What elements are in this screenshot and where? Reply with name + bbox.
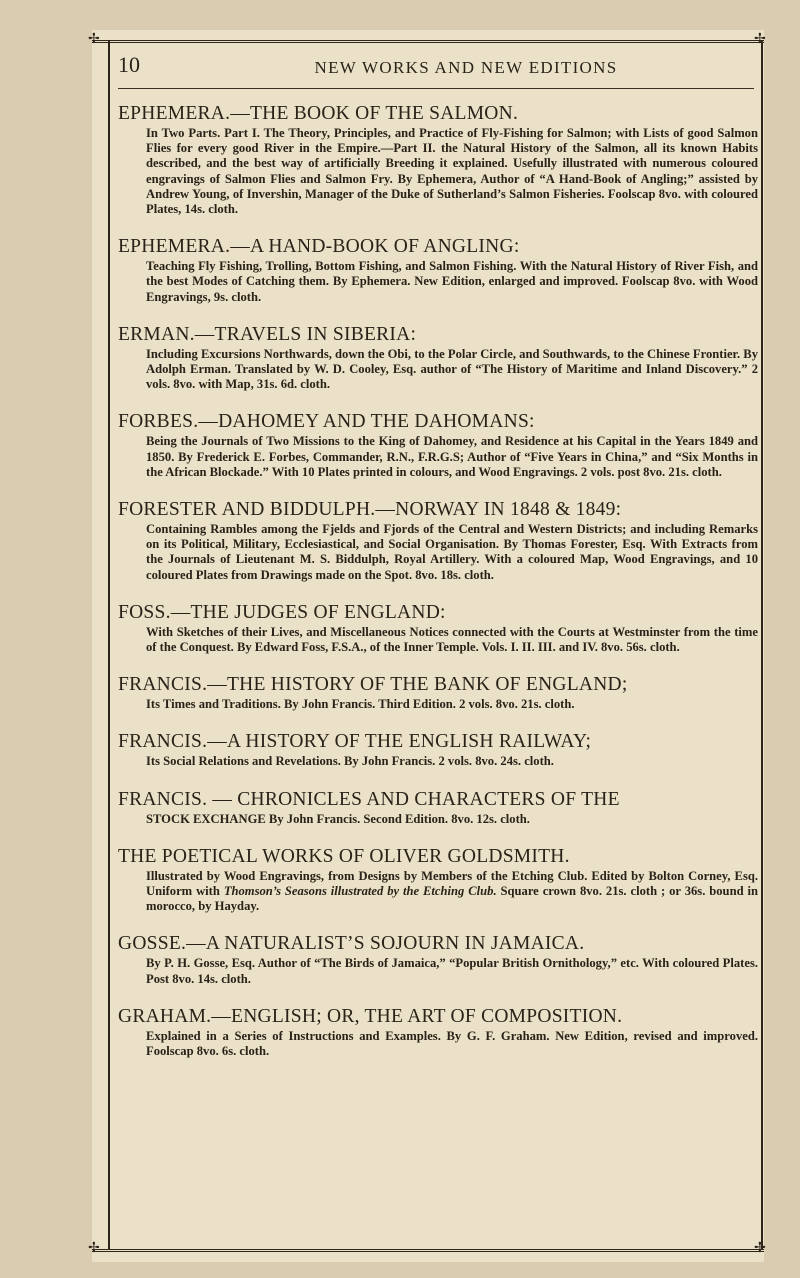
entry-title: THE POETICAL WORKS OF OLIVER GOLDSMITH. <box>118 845 570 867</box>
entry-title: FRANCIS. — CHRONICLES AND CHARACTERS OF THE <box>118 788 620 810</box>
catalogue-entry <box>118 1005 758 1059</box>
entry-title: FRANCIS.—THE HISTORY OF THE BANK OF ENGLAND; <box>118 674 628 696</box>
entry-description: Being the Journals of Two Missions to the King of Dahomey, and Residence at his Capital in the Years 1849 and 1850. By Frederick E. Forbes, Commander, R.N., F.R.G.S; Author of “Five Years in China,” and “Six Months in the African Blockade.” With 10 Plates printed in colours, and Wood Engravings. 2 vols. post 8vo. 21s. cloth. <box>146 434 758 479</box>
left-border-rule <box>108 40 110 1250</box>
entry-title: FOSS.—THE JUDGES OF ENGLAND: <box>118 601 446 623</box>
entry-description: Its Times and Traditions. By John Francis. Third Edition. 2 vols. 8vo. 21s. cloth. <box>146 697 575 712</box>
catalogue-entry <box>118 102 758 217</box>
entry-description: With Sketches of their Lives, and Miscellaneous Notices connected with the Courts at Westminster from the time of the Conquest. By Edward Foss, F.S.A., of the Inner Temple. Vols. I. II. III. and IV. 8vo. 56s. cloth. <box>146 624 758 655</box>
catalogue-entry <box>118 498 758 583</box>
entry-title: FORBES.—DAHOMEY AND THE DAHOMANS: <box>118 411 535 433</box>
catalogue-entry <box>118 601 758 655</box>
right-border-rule <box>761 40 763 1250</box>
entry-title: ERMAN.—TRAVELS IN SIBERIA: <box>118 323 417 345</box>
entry-description: By P. H. Gosse, Esq. Author of “The Birds of Jamaica,” “Popular British Ornithology,” etc. With coloured Plates. Post 8vo. 14s. cloth. <box>146 956 758 986</box>
catalogue-entry <box>118 323 758 393</box>
bottom-border-rule <box>92 1249 764 1252</box>
entry-description: Its Social Relations and Revelations. By John Francis. 2 vols. 8vo. 24s. cloth. <box>146 754 554 769</box>
catalogue-entry <box>118 673 758 712</box>
catalogue-list <box>118 102 758 1077</box>
entry-title: FORESTER AND BIDDULPH.—NORWAY IN 1848 & 1849: <box>118 499 622 521</box>
entry-description: Including Excursions Northwards, down the Obi, to the Polar Circle, and Southwards, to the Chinese Frontier. By Adolph Erman. Translated by W. D. Cooley, Esq. author of “The History of Maritime and Inland Discovery.” 2 vols. 8vo. with Map, 31s. 6d. cloth. <box>146 346 758 392</box>
entry-description: Containing Rambles among the Fjelds and Fjords of the Central and Western Districts; and including Remarks on its Political, Military, Ecclesiastical, and Social Organisation. By Thomas Forester, Esq. With Extracts from the Journals of Lieutenant M. S. Biddulph, Royal Artillery. With a coloured Map, Wood Engravings, and 10 coloured Plates from Drawings made on the Spot. 8vo. 18s. cloth. <box>146 522 758 582</box>
entry-description: In Two Parts. Part I. The Theory, Principles, and Practice of Fly-Fishing for Salmon; with Lists of good Salmon Flies for every good River in the Empire.—Part II. the Natural History of the Salmon, all its known Habits described, and the best way of artificially Breeding it explained. Usefully illustrated with numerous coloured engravings of Salmon Flies and Salmon Fry. By Ephemera, Author of “A Hand-Book of Angling;” assisted by Andrew Young, of Invershin, Manager of the Duke of Sutherland’s Salmon Fisheries. Foolscap 8vo. with coloured Plates, 14s. cloth. <box>146 126 758 217</box>
catalogue-entry <box>118 932 758 986</box>
entry-description-part: Illustrated by Wood Engravings, from Designs by Members of the Etching Club. Edited by Bolton Corney, Esq. Uniform with <box>146 868 758 899</box>
corner-ornament-icon: ✢ <box>88 1241 100 1256</box>
catalogue-entry <box>118 730 758 769</box>
entry-description-italic: Thomson’s Seasons illustrated by the Etching Club. <box>223 884 497 899</box>
entry-title: FRANCIS.—A HISTORY OF THE ENGLISH RAILWAY; <box>118 731 592 753</box>
entry-title: GOSSE.—A NATURALIST’S SOJOURN IN JAMAICA. <box>118 933 585 955</box>
entry-description <box>146 869 758 915</box>
entry-title: EPHEMERA.—A HAND-BOOK OF ANGLING: <box>118 236 520 258</box>
catalogue-entry <box>118 788 758 827</box>
header-rule <box>118 88 754 89</box>
entry-description-part: Square crown 8vo. 21s. cloth ; or 36s. bound in morocco, by Hayday. <box>146 884 758 914</box>
entry-title: GRAHAM.—ENGLISH; OR, THE ART OF COMPOSITION. <box>118 1005 623 1027</box>
entry-description: Explained in a Series of Instructions and Examples. By G. F. Graham. New Edition, revised and improved. Foolscap 8vo. 6s. cloth. <box>146 1028 758 1059</box>
catalogue-entry <box>118 410 758 480</box>
page-header <box>118 50 754 84</box>
corner-ornament-icon: ✢ <box>754 1241 766 1256</box>
top-border-rule <box>92 40 764 43</box>
entry-description: Teaching Fly Fishing, Trolling, Bottom Fishing, and Salmon Fishing. With the Natural History of River Fish, and the best Modes of Catching them. By Ephemera. New Edition, enlarged and improved. Foolscap 8vo. with Wood Engravings, 9s. cloth. <box>146 259 758 304</box>
entry-title: EPHEMERA.—THE BOOK OF THE SALMON. <box>118 103 519 124</box>
entry-description: STOCK EXCHANGE By John Francis. Second Edition. 8vo. 12s. cloth. <box>146 811 530 826</box>
running-head: NEW WORKS AND NEW EDITIONS <box>314 58 618 77</box>
page-number: 10 <box>118 52 140 77</box>
catalogue-entry <box>118 845 758 915</box>
corner-ornament-icon: ✢ <box>88 32 100 47</box>
corner-ornament-icon: ✢ <box>754 32 766 47</box>
catalogue-entry <box>118 235 758 305</box>
